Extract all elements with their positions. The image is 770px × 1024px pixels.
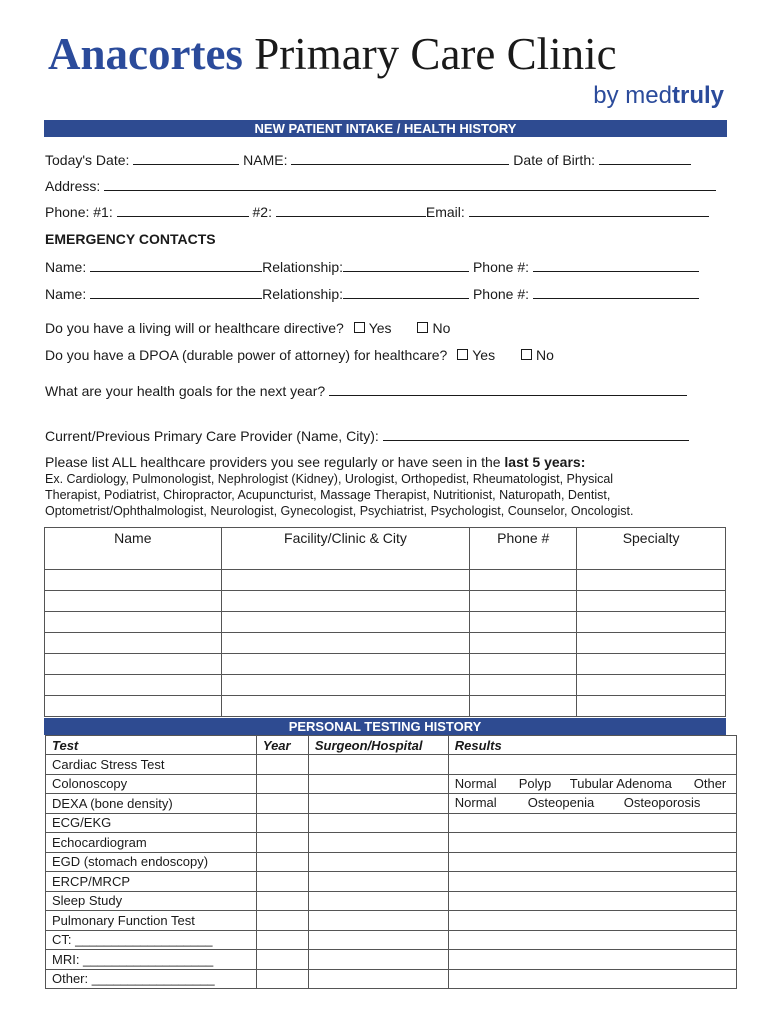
phone1-field[interactable] <box>117 204 249 217</box>
provider-cell[interactable] <box>577 675 726 696</box>
test-year-cell[interactable] <box>256 794 308 814</box>
result-option: Other <box>693 775 727 791</box>
testing-row <box>46 794 737 814</box>
test-surgeon-cell[interactable] <box>308 794 448 814</box>
provider-cell[interactable] <box>221 696 470 717</box>
emergency-name-field[interactable] <box>90 259 262 272</box>
testing-col-results: Results <box>448 736 736 755</box>
provider-cell[interactable] <box>470 654 577 675</box>
provider-cell[interactable] <box>221 591 470 612</box>
provider-cell[interactable] <box>577 612 726 633</box>
testing-col-test: Test <box>46 736 257 755</box>
testing-row <box>46 774 737 794</box>
test-results-cell[interactable] <box>448 969 736 989</box>
emergency-phone-field[interactable] <box>533 259 699 272</box>
primary-provider-label: Current/Previous Primary Care Provider (Name, City): <box>45 428 379 444</box>
yes-label: Yes <box>368 320 392 336</box>
provider-cell[interactable] <box>470 696 577 717</box>
provider-cell[interactable] <box>577 570 726 591</box>
provider-row <box>45 675 726 696</box>
health-goals-field[interactable] <box>329 383 687 396</box>
living-will-no-checkbox[interactable] <box>417 322 428 333</box>
provider-cell[interactable] <box>577 654 726 675</box>
test-results-cell[interactable] <box>448 813 736 833</box>
emergency-name-label: Name: <box>45 259 87 275</box>
dob-field[interactable] <box>599 152 691 165</box>
dpoa-label: Do you have a DPOA (durable power of attorney) for healthcare? <box>45 347 448 363</box>
clinic-title-part1: Anacortes <box>48 29 243 79</box>
test-name: MRI: __________________ <box>46 950 257 970</box>
test-name: Sleep Study <box>46 891 257 911</box>
result-option: Normal <box>454 795 497 810</box>
health-goals-question <box>45 382 687 400</box>
providers-col-specialty: Specialty <box>577 528 726 570</box>
line-phones-email <box>45 203 709 221</box>
test-name: Echocardiogram <box>46 833 257 853</box>
test-name: DEXA (bone density) <box>46 794 257 814</box>
address-field[interactable] <box>104 178 716 191</box>
providers-examples-3: Optometrist/Ophthalmologist, Neurologist, Gynecologist, Psychiatrist, Psychologist, Counselor, Oncologist. <box>45 504 634 518</box>
provider-cell[interactable] <box>470 633 577 654</box>
emergency-contact-1 <box>45 258 699 276</box>
dpoa-no-checkbox[interactable] <box>521 349 532 360</box>
testing-table <box>45 735 737 989</box>
providers-intro-text: Please list ALL healthcare providers you see regularly or have seen in the <box>45 454 501 470</box>
test-name: Other: _________________ <box>46 969 257 989</box>
emergency-phone-label: Phone #: <box>472 286 530 302</box>
test-surgeon-cell[interactable] <box>308 813 448 833</box>
test-surgeon-cell[interactable] <box>308 872 448 892</box>
test-year-cell[interactable] <box>256 930 308 950</box>
providers-examples-2: Therapist, Podiatrist, Chiropractor, Acupuncturist, Massage Therapist, Nutritionist, Naturopath, Dentist, <box>45 488 611 502</box>
email-label: Email: <box>425 204 465 220</box>
provider-cell[interactable] <box>45 570 222 591</box>
result-option: Normal <box>454 775 497 791</box>
name-field[interactable] <box>291 152 509 165</box>
providers-table <box>44 527 726 717</box>
result-option: Polyp <box>518 775 552 791</box>
provider-row <box>45 612 726 633</box>
provider-cell[interactable] <box>577 591 726 612</box>
phone2-field[interactable] <box>276 204 426 217</box>
test-results-cell[interactable] <box>448 794 736 814</box>
byline-by: by <box>593 82 619 109</box>
test-surgeon-cell[interactable] <box>308 852 448 872</box>
provider-cell[interactable] <box>45 696 222 717</box>
todays-date-field[interactable] <box>133 152 239 165</box>
clinic-title-part2: Primary Care Clinic <box>254 29 617 79</box>
providers-col-facility: Facility/Clinic & City <box>221 528 470 570</box>
result-option: Osteoporosis <box>623 795 701 810</box>
test-name: CT: ___________________ <box>46 930 257 950</box>
provider-cell[interactable] <box>577 633 726 654</box>
relationship-label: Relationship: <box>262 286 344 302</box>
providers-examples-1: Ex. Cardiology, Pulmonologist, Nephrologist (Kidney), Urologist, Orthopedist, Rheumatologist, Physical <box>45 472 614 486</box>
testing-row <box>46 813 737 833</box>
emergency-phone-field[interactable] <box>533 286 699 299</box>
test-name: ERCP/MRCP <box>46 872 257 892</box>
provider-cell[interactable] <box>45 654 222 675</box>
test-year-cell[interactable] <box>256 755 308 775</box>
test-year-cell[interactable] <box>256 950 308 970</box>
test-surgeon-cell[interactable] <box>308 755 448 775</box>
provider-cell[interactable] <box>45 633 222 654</box>
relationship-field[interactable] <box>343 259 469 272</box>
test-year-cell[interactable] <box>256 774 308 794</box>
living-will-question <box>45 319 450 337</box>
phone2-label: #2: <box>252 204 272 220</box>
provider-cell[interactable] <box>577 696 726 717</box>
provider-row <box>45 696 726 717</box>
testing-row <box>46 755 737 775</box>
test-results-cell[interactable] <box>448 872 736 892</box>
provider-cell[interactable] <box>221 675 470 696</box>
testing-row <box>46 930 737 950</box>
no-label: No <box>535 347 554 363</box>
providers-col-phone: Phone # <box>470 528 577 570</box>
test-year-cell[interactable] <box>256 969 308 989</box>
testing-row <box>46 852 737 872</box>
test-name: EGD (stomach endoscopy) <box>46 852 257 872</box>
primary-provider-field[interactable] <box>383 428 689 441</box>
providers-intro-bold: last 5 years: <box>504 454 586 470</box>
provider-row <box>45 654 726 675</box>
provider-row <box>45 591 726 612</box>
test-name: Pulmonary Function Test <box>46 911 257 931</box>
test-results-cell[interactable] <box>448 833 736 853</box>
test-name: Cardiac Stress Test <box>46 755 257 775</box>
test-results-cell[interactable] <box>448 950 736 970</box>
todays-date-label: Today's Date: <box>45 152 130 168</box>
test-results-cell[interactable] <box>448 930 736 950</box>
test-surgeon-cell[interactable] <box>308 930 448 950</box>
result-option: Osteopenia <box>527 795 595 810</box>
provider-cell[interactable] <box>221 612 470 633</box>
provider-cell[interactable] <box>470 570 577 591</box>
result-option: Tubular Adenoma <box>569 775 672 791</box>
test-name: ECG/EKG <box>46 813 257 833</box>
dpoa-question <box>45 346 554 364</box>
emergency-phone-label: Phone #: <box>472 259 530 275</box>
relationship-label: Relationship: <box>262 259 344 275</box>
testing-col-surgeon: Surgeon/Hospital <box>308 736 448 755</box>
providers-col-name: Name <box>45 528 222 570</box>
intake-banner: NEW PATIENT INTAKE / HEALTH HISTORY <box>44 120 727 137</box>
dob-label: Date of Birth: <box>513 152 595 168</box>
brand-med: med <box>625 82 672 109</box>
living-will-yes-checkbox[interactable] <box>354 322 365 333</box>
testing-banner: PERSONAL TESTING HISTORY <box>44 718 726 735</box>
line-address <box>45 177 716 195</box>
test-surgeon-cell[interactable] <box>308 833 448 853</box>
email-field[interactable] <box>469 204 709 217</box>
test-name: Colonoscopy <box>46 774 257 794</box>
test-results-cell[interactable] <box>448 911 736 931</box>
test-surgeon-cell[interactable] <box>308 891 448 911</box>
test-year-cell[interactable] <box>256 872 308 892</box>
provider-row <box>45 633 726 654</box>
living-will-label: Do you have a living will or healthcare directive? <box>45 320 344 336</box>
test-year-cell[interactable] <box>256 891 308 911</box>
address-label: Address: <box>45 178 101 194</box>
provider-cell[interactable] <box>470 612 577 633</box>
provider-cell[interactable] <box>45 675 222 696</box>
brand-byline <box>593 82 724 110</box>
testing-row <box>46 950 737 970</box>
testing-row <box>46 891 737 911</box>
test-results-cell[interactable] <box>448 852 736 872</box>
test-surgeon-cell[interactable] <box>308 950 448 970</box>
dpoa-yes-checkbox[interactable] <box>457 349 468 360</box>
provider-cell[interactable] <box>221 633 470 654</box>
test-surgeon-cell[interactable] <box>308 911 448 931</box>
line-date-name-dob <box>45 151 691 169</box>
testing-col-year: Year <box>256 736 308 755</box>
yes-label: Yes <box>472 347 496 363</box>
test-results-cell[interactable] <box>448 891 736 911</box>
provider-cell[interactable] <box>45 591 222 612</box>
provider-cell[interactable] <box>470 591 577 612</box>
emergency-contact-2 <box>45 285 699 303</box>
phone1-label: Phone: #1: <box>45 204 113 220</box>
no-label: No <box>432 320 451 336</box>
provider-cell[interactable] <box>45 612 222 633</box>
provider-row <box>45 570 726 591</box>
emergency-name-label: Name: <box>45 286 87 302</box>
testing-row <box>46 833 737 853</box>
relationship-field[interactable] <box>343 286 469 299</box>
testing-row <box>46 969 737 989</box>
providers-intro <box>45 453 585 471</box>
provider-cell[interactable] <box>221 570 470 591</box>
test-year-cell[interactable] <box>256 911 308 931</box>
test-results-cell[interactable] <box>448 755 736 775</box>
clinic-title <box>48 28 617 80</box>
emergency-heading: EMERGENCY CONTACTS <box>45 231 216 247</box>
testing-row <box>46 911 737 931</box>
test-surgeon-cell[interactable] <box>308 969 448 989</box>
emergency-name-field[interactable] <box>90 286 262 299</box>
testing-row <box>46 872 737 892</box>
brand-truly: truly <box>671 82 724 109</box>
provider-cell[interactable] <box>221 654 470 675</box>
test-results-cell[interactable] <box>448 774 736 794</box>
health-goals-label: What are your health goals for the next year? <box>45 383 326 399</box>
provider-cell[interactable] <box>470 675 577 696</box>
test-year-cell[interactable] <box>256 833 308 853</box>
test-year-cell[interactable] <box>256 852 308 872</box>
test-year-cell[interactable] <box>256 813 308 833</box>
primary-provider-question <box>45 427 689 445</box>
test-surgeon-cell[interactable] <box>308 774 448 794</box>
name-label: NAME: <box>243 152 288 168</box>
